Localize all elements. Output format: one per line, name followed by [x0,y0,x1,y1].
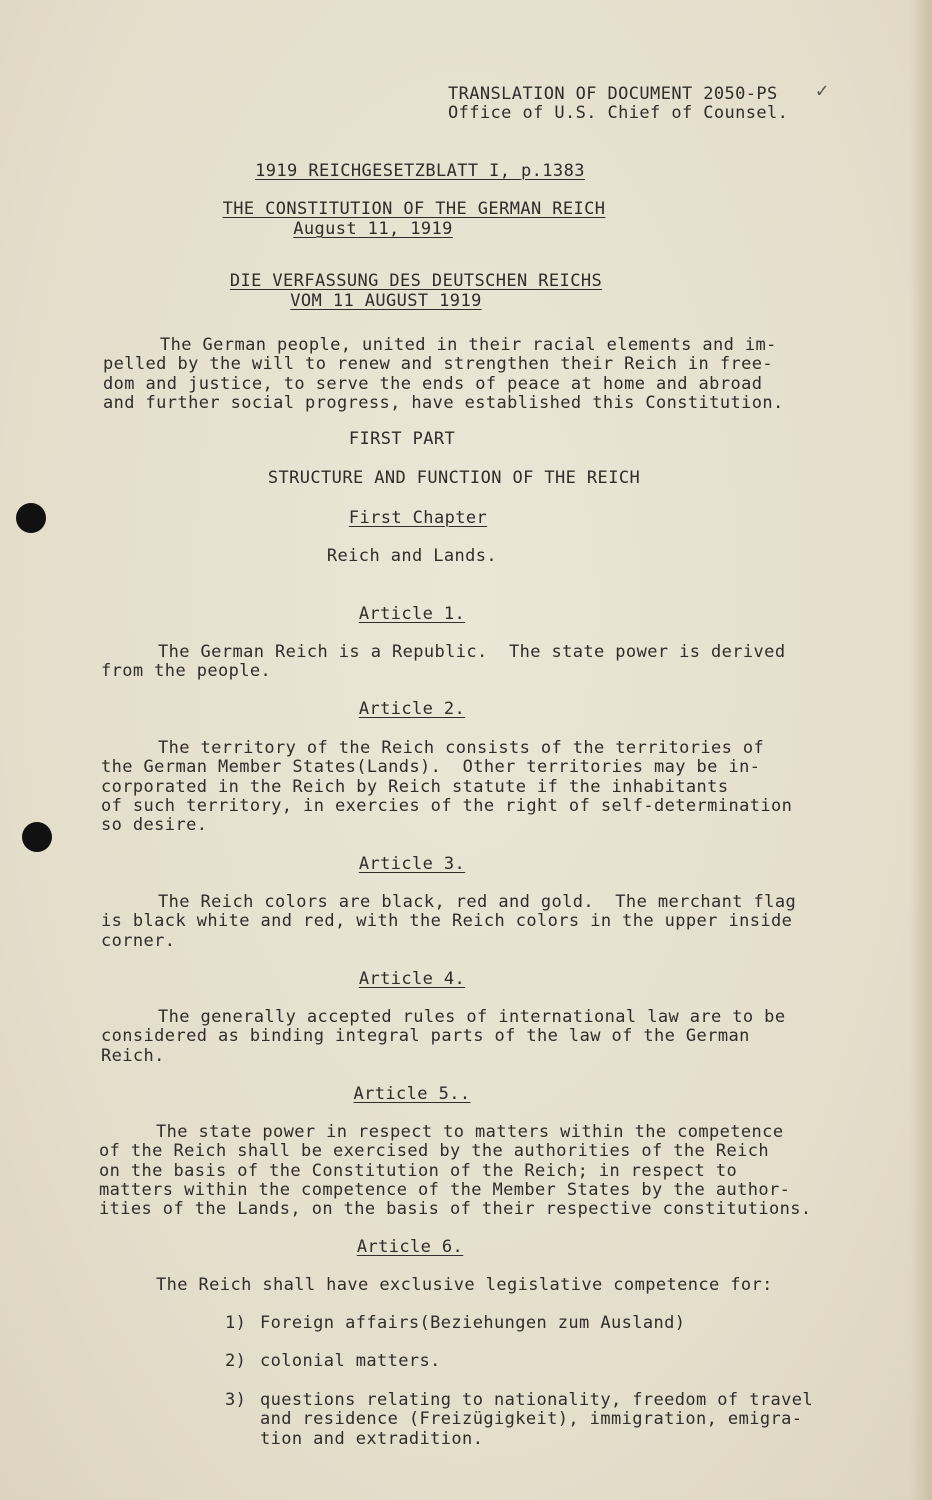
article-2-text [101,739,792,835]
article-line: The German Reich is a Republic. The state power is derived [158,642,786,662]
article-line: so desire. [101,815,208,836]
title-de-line-1: DIE VERFASSUNG DES DEUTSCHEN REICHS [229,271,603,291]
preamble-line: dom and justice, to serve the ends of peace at home and abroad [103,373,763,394]
preamble-line: and further social progress, have established this Constitution. [103,392,784,413]
article-line: The Reich colors are black, red and gold. The merchant flag [158,892,797,912]
item-2-text [260,1352,441,1371]
preamble [103,336,784,413]
part-title: STRUCTURE AND FUNCTION OF THE REICH [267,468,641,488]
article-line: from the people. [101,661,272,682]
article-5-text [99,1123,812,1219]
article-line: Reich. [101,1045,165,1066]
part-heading: FIRST PART [348,429,456,449]
article-line: The Reich shall have exclusive legislative competence for: [156,1275,773,1295]
article-line: The generally accepted rules of international law are to be [158,1007,786,1027]
chapter-title: Reich and Lands. [326,546,498,566]
article-line: matters within the competence of the Member States by the author- [99,1179,791,1200]
article-4-heading: Article 4. [358,969,466,989]
check-mark-icon: ✓ [816,78,829,102]
article-4-text [101,1008,785,1066]
title-en-line-1: THE CONSTITUTION OF THE GERMAN REICH [222,199,606,219]
article-line: of such territory, in exercies of the right of self-determination [101,795,793,816]
item-line: colonial matters. [260,1351,441,1371]
article-line: corporated in the Reich by Reich statute if the inhabitants [101,776,729,797]
article-6-heading: Article 6. [356,1237,464,1257]
item-line: tion and extradition. [260,1428,484,1449]
article-line: The state power in respect to matters within the competence [156,1122,784,1142]
chapter-heading: First Chapter [348,508,488,528]
article-line: on the basis of the Constitution of the Reich; in respect to [99,1160,738,1181]
item-3-number: 3) [225,1390,247,1410]
article-3-heading: Article 3. [358,854,466,874]
title-en-line-2: August 11, 1919 [293,219,453,239]
article-line: is black white and red, with the Reich colors in the upper inside [101,911,793,932]
preamble-line: The German people, united in their racial elements and im- [160,335,777,355]
item-1-number: 1) [225,1313,247,1333]
article-line: corner. [101,930,176,951]
title-de-line-2: VOM 11 AUGUST 1919 [290,291,482,311]
article-line: considered as binding integral parts of the law of the German [101,1026,750,1047]
article-line: ities of the Lands, on the basis of their respective constitutions. [99,1199,812,1220]
article-1-text [101,643,785,682]
header-line-1: TRANSLATION OF DOCUMENT 2050-PS [448,84,778,104]
item-2-number: 2) [225,1351,247,1371]
item-3-text [260,1391,813,1449]
item-1-text [260,1314,685,1333]
article-3-text [101,893,796,951]
header-line-2: Office of U.S. Chief of Counsel. [448,103,789,123]
article-2-heading: Article 2. [358,699,466,719]
citation: 1919 REICHGESETZBLATT I, p.1383 [255,161,585,181]
item-line: Foreign affairs(Beziehungen zum Ausland) [260,1313,686,1333]
article-line: the German Member States(Lands). Other territories may be in- [101,757,761,778]
article-line: of the Reich shall be exercised by the authorities of the Reich [99,1141,769,1162]
article-1-heading: Article 1. [358,604,466,624]
item-line: and residence (Freizügigkeit), immigration, emigra- [260,1409,803,1430]
item-line: questions relating to nationality, freedom of travel [260,1390,814,1410]
article-line: The territory of the Reich consists of the territories of [158,738,765,758]
punch-hole-lower [22,822,52,852]
preamble-line: pelled by the will to renew and strengthen their Reich in free- [103,354,773,375]
article-6-text [156,1276,773,1295]
paper-edge [910,0,932,1500]
article-5-heading: Article 5.. [353,1084,471,1104]
